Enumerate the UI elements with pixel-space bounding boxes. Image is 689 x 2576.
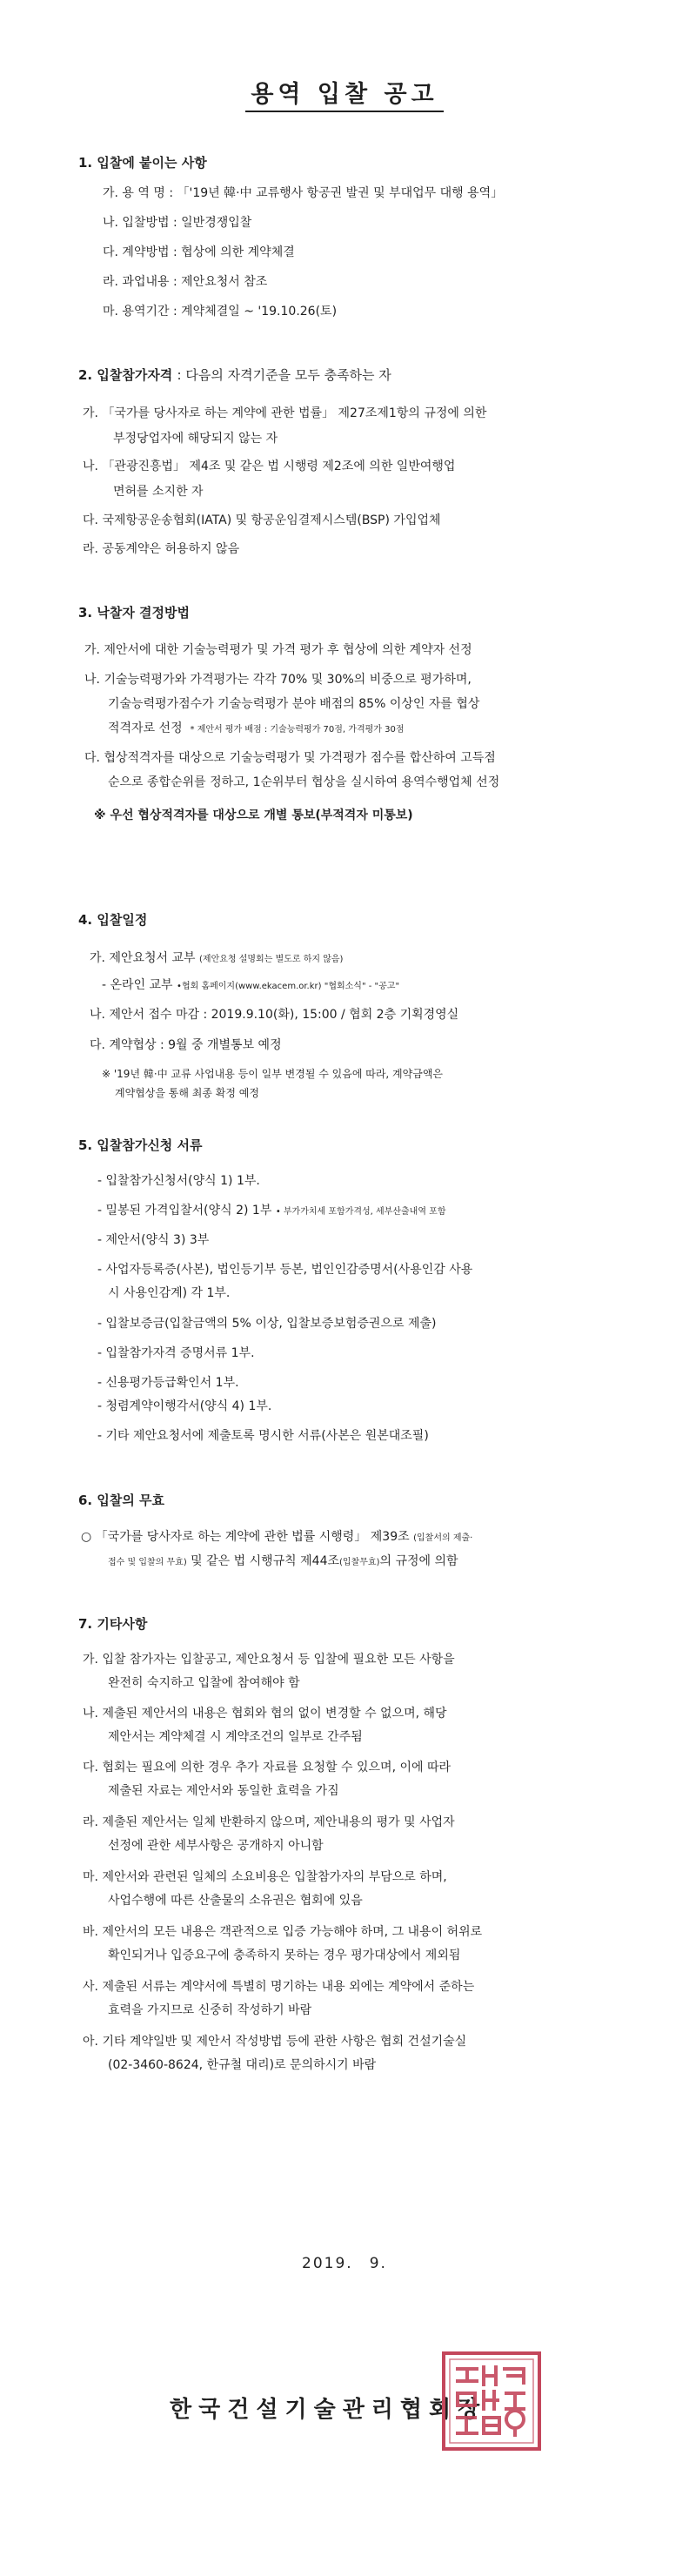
s3-item-c: 다. 협상적격자를 대상으로 기술능력평가 및 가격평가 점수를 합산하여 고득점 xyxy=(84,751,496,765)
issue-date: 2019. 9. xyxy=(302,2255,387,2272)
s3-item-b-cont2: 적격자로 선정 * 제안서 평가 배점 : 기술능력평가 70점, 가격평가 30점 xyxy=(108,721,405,735)
section-5-heading: 5. 입찰참가신청 서류 xyxy=(78,1137,203,1153)
s2-item-a: 가. 「국가를 당사자로 하는 계약에 관한 법률」 제27조제1항의 규정에 의한 xyxy=(83,406,487,420)
s7-item-f-cont: 확인되거나 입증요구에 충족하지 못하는 경우 평가대상에서 제외됨 xyxy=(108,1949,461,1962)
s6-item: ○ 「국가를 당사자로 하는 계약에 관한 법률 시행령」 제39조 (입찰서의 제출· xyxy=(81,1530,473,1544)
s4-item-c: 다. 계약협상 : 9월 중 개별통보 예정 xyxy=(90,1038,282,1052)
s3-item-a: 가. 제안서에 대한 기술능력평가 및 가격 평가 후 협상에 의한 계약자 선정 xyxy=(84,643,472,657)
s7-item-c-cont: 제출된 자료는 제안서와 동일한 효력을 가짐 xyxy=(108,1784,339,1798)
s5-doc-3: - 제안서(양식 3) 3부 xyxy=(97,1233,210,1247)
s3-note: ※ 우선 협상적격자를 대상으로 개별 통보(부적격자 미통보) xyxy=(94,808,413,822)
s2-item-b: 나. 「관광진흥법」 제4조 및 같은 법 시행령 제2조에 의한 일반여행업 xyxy=(83,460,456,473)
s7-item-e-cont: 사업수행에 따른 산출물의 소유권은 협회에 있음 xyxy=(108,1894,363,1908)
s1-item-e: 마. 용역기간 : 계약체결일 ~ '19.10.26(토) xyxy=(103,305,338,319)
s7-item-a: 가. 입찰 참가자는 입찰공고, 제안요청서 등 입찰에 필요한 모든 사항을 xyxy=(83,1653,455,1667)
s5-doc-6: - 입찰참가자격 증명서류 1부. xyxy=(97,1346,255,1360)
s3-item-b: 나. 기술능력평가와 가격평가는 각각 70% 및 30%의 비중으로 평가하며, xyxy=(84,673,472,687)
s4-item-b: 나. 제안서 접수 마감 : 2019.9.10(화), 15:00 / 협회 2층 기획경영실 xyxy=(90,1008,459,1022)
s2-item-a-cont: 부정당업자에 해당되지 않는 자 xyxy=(113,432,278,446)
s5-doc-9: - 기타 제안요청서에 제출토록 명시한 서류(사본은 원본대조필) xyxy=(97,1429,429,1443)
s7-item-f: 바. 제안서의 모든 내용은 객관적으로 입증 가능해야 하며, 그 내용이 허위로 xyxy=(83,1925,483,1939)
s7-item-d: 라. 제출된 제안서는 일체 반환하지 않으며, 제안내용의 평가 및 사업자 xyxy=(83,1815,455,1829)
s5-doc-8: - 청렴계약이행각서(양식 4) 1부. xyxy=(97,1399,272,1413)
s5-doc-7: - 신용평가등급확인서 1부. xyxy=(97,1376,239,1390)
section-4-heading: 4. 입찰일정 xyxy=(78,912,148,928)
s1-item-d: 라. 과업내용 : 제안요청서 참조 xyxy=(103,275,268,289)
s7-item-c: 다. 협회는 필요에 의한 경우 추가 자료를 요청할 수 있으며, 이에 따라 xyxy=(83,1761,452,1774)
s1-item-b: 나. 입찰방법 : 일반경쟁입찰 xyxy=(103,216,252,230)
s7-item-h: 아. 기타 계약일반 및 제안서 작성방법 등에 관한 사항은 협회 건설기술실 xyxy=(83,2035,467,2049)
page-title: 용역 입찰 공고 xyxy=(0,75,689,109)
s4-note: ※ '19년 韓·中 교류 사업내용 등이 일부 변경될 수 있음에 따라, 계약금액은 xyxy=(102,1068,444,1080)
official-seal-icon xyxy=(440,2350,543,2452)
s6-item-cont: 접수 및 입찰의 무효) 및 같은 법 시행규칙 제44조(입찰무효)의 규정에 의함 xyxy=(108,1554,458,1568)
section-3-heading: 3. 낙찰자 결정방법 xyxy=(78,605,191,621)
s7-item-b-cont: 제안서는 계약체결 시 계약조건의 일부로 간주됨 xyxy=(108,1730,363,1744)
organization-name: 한국건설기술관리협회장 xyxy=(170,2397,487,2423)
s7-item-g-cont: 효력을 가지므로 신중히 작성하기 바람 xyxy=(108,2003,312,2017)
s2-item-b-cont: 면허를 소지한 자 xyxy=(113,485,204,499)
s7-item-h-cont: (02-3460-8624, 한규철 대리)로 문의하시기 바람 xyxy=(108,2058,377,2072)
s5-doc-4: - 사업자등록증(사본), 법인등기부 등본, 법인인감증명서(사용인감 사용 xyxy=(97,1263,473,1277)
s4-item-a: 가. 제안요청서 교부 (제안요청 설명회는 별도로 하지 않음) xyxy=(90,951,344,965)
s5-doc-5: - 입찰보증금(입찰금액의 5% 이상, 입찰보증보험증권으로 제출) xyxy=(97,1317,437,1331)
s3-item-b-cont: 기술능력평가점수가 기술능력평가 분야 배점의 85% 이상인 자를 협상 xyxy=(108,697,480,711)
s5-doc-4-cont: 시 사용인감계) 각 1부. xyxy=(108,1286,231,1300)
s7-item-b: 나. 제출된 제안서의 내용은 협회와 협의 없이 변경할 수 없으며, 해당 xyxy=(83,1707,447,1721)
s7-item-g: 사. 제출된 서류는 계약서에 특별히 명기하는 내용 외에는 계약에서 준하는 xyxy=(83,1980,475,1994)
s7-item-d-cont: 선정에 관한 세부사항은 공개하지 아니함 xyxy=(108,1839,324,1853)
section-1-heading: 1. 입찰에 붙이는 사항 xyxy=(78,155,207,171)
s7-item-e: 마. 제안서와 관련된 일체의 소요비용은 입찰참가자의 부담으로 하며, xyxy=(83,1870,447,1884)
section-7-heading: 7. 기타사항 xyxy=(78,1616,148,1632)
s1-item-c: 다. 계약방법 : 협상에 의한 계약체결 xyxy=(103,245,295,259)
s5-doc-2: - 밀봉된 가격입찰서(양식 2) 1부 • 부가가치세 포함가격성, 세부산출내역 포함 xyxy=(97,1204,446,1218)
s7-item-a-cont: 완전히 숙지하고 입찰에 참여해야 함 xyxy=(108,1676,300,1690)
s1-item-a: 가. 용 역 명 : 「'19년 韓·中 교류행사 항공권 발권 및 부대업무 대행 용역」 xyxy=(103,186,504,200)
s2-item-d: 라. 공동계약은 허용하지 않음 xyxy=(83,542,240,556)
s5-doc-1: - 입찰참가신청서(양식 1) 1부. xyxy=(97,1174,260,1188)
s4-item-a-sub: - 온라인 교부 •협회 홈페이지(www.ekacem.or.kr) "협회소식" - "공고" xyxy=(102,978,400,992)
s2-item-c: 다. 국제항공운송협회(IATA) 및 항공운임결제시스템(BSP) 가입업체 xyxy=(83,513,441,527)
s4-note-cont: 계약협상을 통해 최종 확정 예정 xyxy=(115,1087,259,1099)
section-2-heading: 2. 입찰참가자격 : 다음의 자격기준을 모두 충족하는 자 xyxy=(78,367,391,383)
s3-item-c-cont: 순으로 종합순위를 정하고, 1순위부터 협상을 실시하여 용역수행업체 선정 xyxy=(108,775,500,789)
section-6-heading: 6. 입찰의 무효 xyxy=(78,1493,165,1508)
